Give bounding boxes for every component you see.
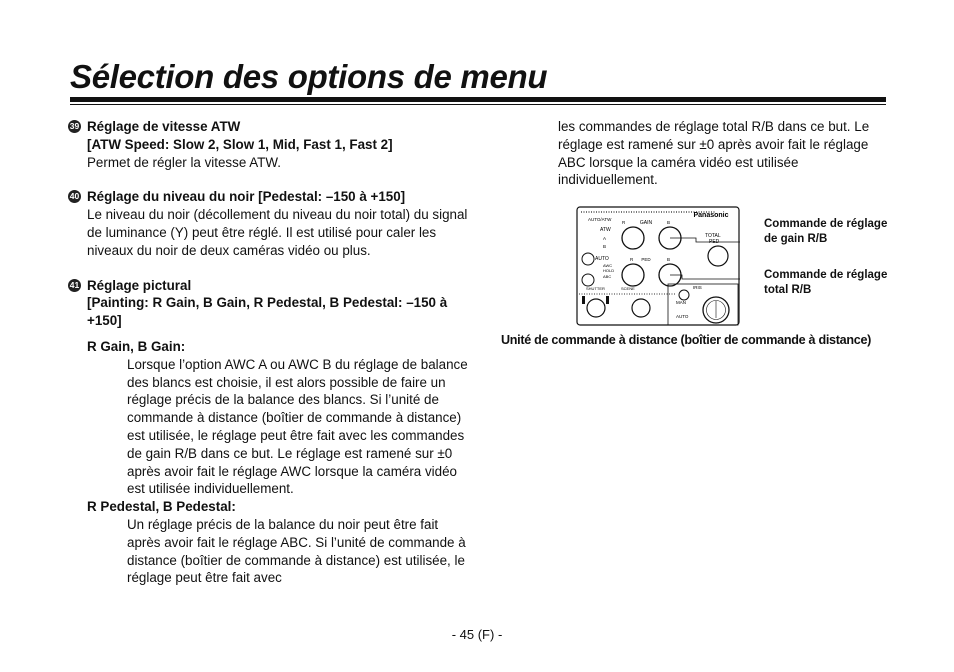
label-a: A bbox=[603, 236, 607, 241]
title-rule-thick bbox=[70, 97, 886, 102]
iris-button bbox=[679, 290, 689, 300]
ped-r-knob bbox=[622, 264, 644, 286]
label-auto-atw: AUTO/ATW bbox=[588, 217, 612, 222]
left-column bbox=[68, 118, 468, 604]
item-number-badge: 39 bbox=[69, 121, 80, 131]
label-gain: GAIN bbox=[639, 220, 653, 226]
label-hold: HOLD bbox=[603, 268, 615, 273]
shutter-knob bbox=[587, 299, 605, 317]
item-heading: Réglage de vitesse ATW bbox=[87, 119, 241, 134]
label-r-ped: R bbox=[630, 257, 634, 262]
total-ped-knob bbox=[708, 246, 728, 266]
label-awc: AWC bbox=[603, 263, 613, 268]
label-man: MAN bbox=[676, 300, 686, 305]
label-shutter: SHUTTER bbox=[586, 286, 605, 291]
auto-button bbox=[582, 253, 594, 265]
item-atw-speed bbox=[68, 118, 468, 171]
label-total-ped: PED bbox=[709, 239, 720, 245]
label-b-ped: B bbox=[667, 257, 671, 262]
scene-knob bbox=[632, 299, 650, 317]
label-atw: ATW bbox=[600, 227, 611, 233]
callout-gain-control: Commande de réglage de gain R/B bbox=[764, 218, 888, 245]
item-painting bbox=[68, 277, 468, 588]
label-b-gain: B bbox=[667, 220, 671, 225]
item-heading: Réglage du niveau du noir [Pedestal: –150 à +150] bbox=[87, 189, 406, 205]
label-ped: PED bbox=[641, 257, 651, 262]
item-heading: Réglage pictural bbox=[87, 277, 192, 293]
subitem-gain-body: Lorsque l’option AWC A ou AWC B du réglage de balance des blancs est choisie, il est alors possible de faire un réglage précis de la balance des blancs. Si l’unité de commande à distance (boîtier de commande à distance) est utilisée, le réglage peut être fait avec les commandes de gain R/B dans ce but. Le réglage est ramené sur ±0 après avoir fait le réglage AWC lorsque la caméra vidéo est utilisée individuellement. bbox=[127, 356, 468, 497]
page-title: Sélection des options de menu bbox=[70, 58, 548, 95]
item-pedestal bbox=[68, 188, 468, 259]
figure-caption: Unité de commande à distance (boîtier de commande à distance) bbox=[500, 333, 872, 347]
gain-r-knob bbox=[622, 227, 644, 249]
item-number-badge: 41 bbox=[69, 279, 80, 290]
label-r-gain: R bbox=[622, 220, 626, 225]
item-options: [ATW Speed: Slow 2, Slow 1, Mid, Fast 1, Fast 2] bbox=[87, 136, 393, 152]
awc-button bbox=[582, 274, 594, 286]
right-column-text: les commandes de réglage total R/B dans ce but. Le réglage est ramené sur ±0 après avoir fait le réglage ABC lorsque la caméra vidéo est utilisée individuellement. bbox=[558, 119, 870, 188]
item-options: [Painting: R Gain, B Gain, R Pedestal, B Pedestal: –150 à +150] bbox=[87, 295, 448, 329]
remote-control-panel-figure bbox=[576, 206, 740, 326]
item-number-badge: 40 bbox=[69, 191, 80, 202]
label-abc: ABC bbox=[603, 274, 612, 279]
label-iris: IRIS bbox=[693, 285, 702, 290]
label-scene: SCENE bbox=[621, 286, 635, 291]
label-auto: AUTO bbox=[595, 256, 609, 262]
subitem-gain-title: R Gain, B Gain: bbox=[87, 338, 186, 354]
scene-switch bbox=[606, 296, 609, 304]
brand-logo: Panasonic bbox=[693, 212, 729, 219]
page-number: - 45 (F) - bbox=[451, 627, 503, 642]
item-body: Permet de régler la vitesse ATW. bbox=[87, 154, 281, 170]
shutter-switch bbox=[582, 296, 585, 304]
label-b: B bbox=[603, 244, 607, 249]
subitem-pedestal-body: Un réglage précis de la balance du noir peut être fait après avoir fait le réglage ABC. Si l’unité de commande à distance (boîtier de commande à distance) est utilisée, le réglage peut être fait avec bbox=[127, 516, 466, 586]
item-body: Le niveau du noir (décollement du niveau du noir total) du signal de luminance (Y) peut être réglé. Il est utilisé pour caler les niveaux du noir de deux caméras vidéo ou plus. bbox=[87, 207, 468, 258]
callout-total-control: Commande de réglage total R/B bbox=[764, 269, 888, 296]
title-rule-thin bbox=[70, 104, 886, 105]
label-total: TOTAL bbox=[705, 233, 721, 239]
label-iris-auto: AUTO bbox=[676, 314, 689, 319]
subitem-pedestal-title: R Pedestal, B Pedestal: bbox=[87, 499, 236, 515]
